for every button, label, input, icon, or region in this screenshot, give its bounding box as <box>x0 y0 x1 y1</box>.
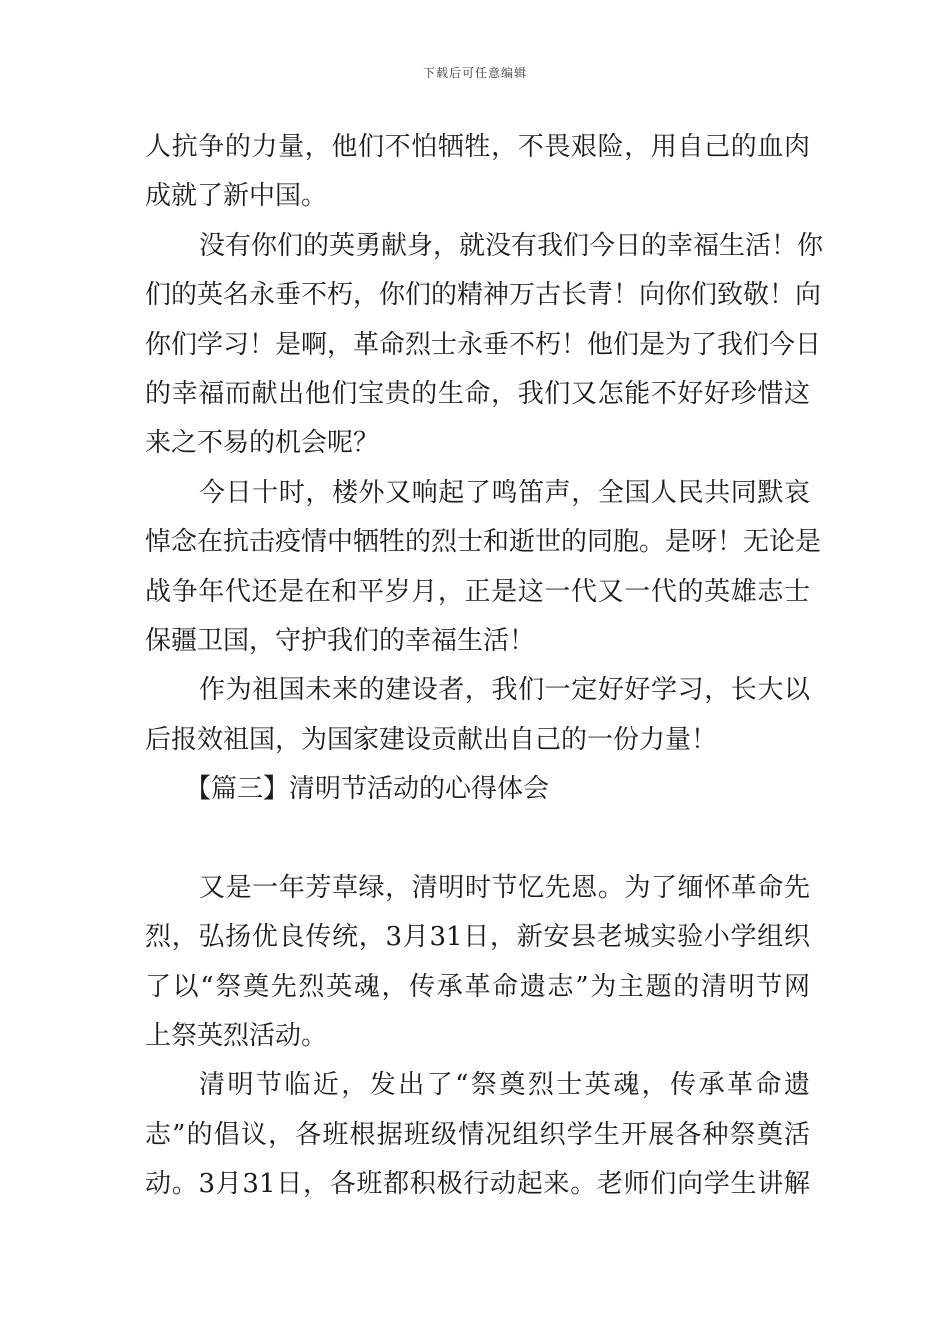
text-line: 成就了新中国。 <box>145 181 328 212</box>
text-line: 没有你们的英勇献身，就没有我们今日的幸福生活！你 <box>199 230 824 261</box>
text-line: 保疆卫国，守护我们的幸福生活！ <box>145 625 536 656</box>
text-line: 悼念在抗击疫情中牺牲的烈士和逝世的同胞。是呀！无论是 <box>145 527 822 558</box>
text-line: 后报效祖国，为国家建设贡献出自己的一份力量！ <box>145 724 718 755</box>
text-line: 清明节临近，发出了“祭奠烈士英魂，传承革命遗 <box>199 1070 810 1101</box>
text-line: 上祭英烈活动。 <box>145 1021 328 1052</box>
text-line: 作为祖国未来的建设者，我们一定好好学习，长大以 <box>199 675 810 706</box>
text-line: 你们学习！是啊，革命烈士永垂不朽！他们是为了我们今日 <box>145 329 822 360</box>
text-line: 动。3月31日，各班都积极行动起来。老师们向学生讲解 <box>145 1169 810 1200</box>
document-body <box>145 123 824 1210</box>
text-line: 的幸福而献出他们宝贵的生命，我们又怎能不好好珍惜这 <box>145 378 810 409</box>
text-line: 们的英名永垂不朽，你们的精神万古长青！向你们致敬！向 <box>145 280 822 311</box>
text-line: 烈，弘扬优良传统，3月31日，新安县老城实验小学组织 <box>145 922 810 953</box>
page-header: 下载后可任意编辑 <box>422 66 527 80</box>
text-line: 人抗争的力量，他们不怕牺牲，不畏艰险，用自己的血肉 <box>145 132 810 162</box>
text-line: 又是一年芳草绿，清明时节忆先恩。为了缅怀革命先 <box>199 872 810 903</box>
text-line: 志”的倡议，各班根据班级情况组织学生开展各种祭奠活 <box>145 1119 810 1150</box>
blank-line <box>145 814 810 863</box>
text-line: 了以“祭奠先烈英魂，传承革命遗志”为主题的清明节网 <box>145 971 810 1002</box>
text-line: 今日十时，楼外又响起了鸣笛声，全国人民共同默哀 <box>199 477 810 508</box>
text-line: 战争年代还是在和平岁月，正是这一代又一代的英雄志士 <box>145 576 810 607</box>
section-heading: 【篇三】清明节活动的心得体会 <box>185 774 550 805</box>
text-line: 来之不易的机会呢？ <box>145 428 380 459</box>
